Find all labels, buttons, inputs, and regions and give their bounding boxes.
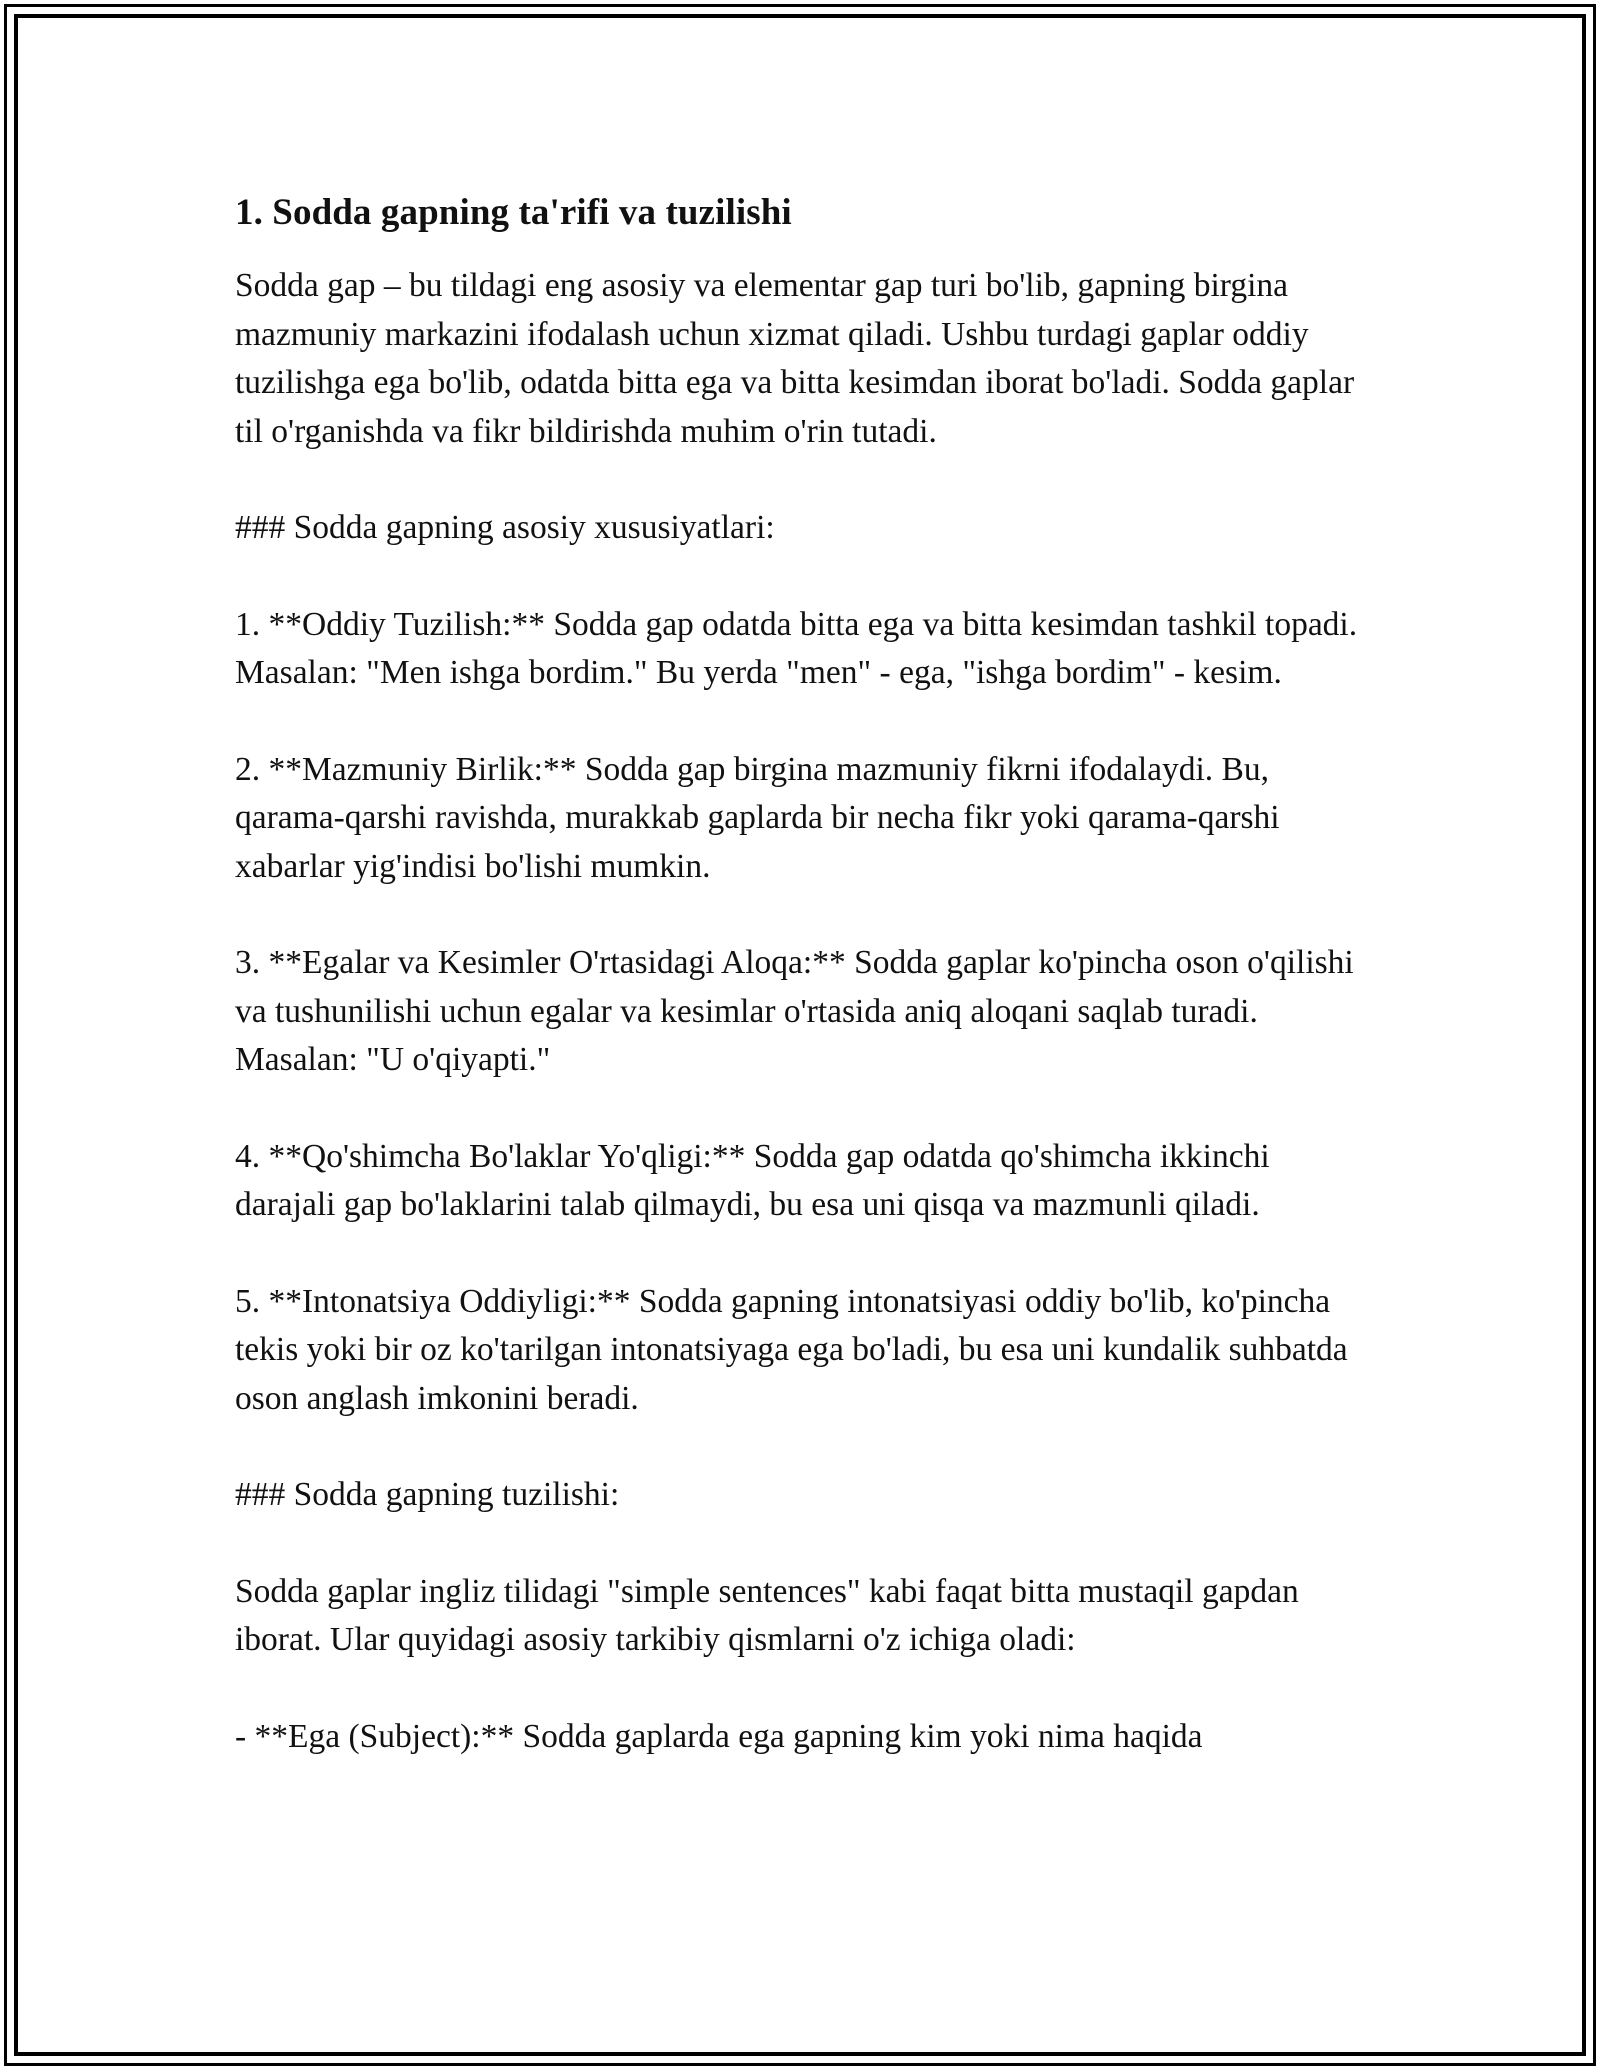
list-item-simple-structure: 1. **Oddiy Tuzilish:** Sodda gap odatda bitta ega va bitta kesimdan tashkil topadi. Masalan: "Men ishga bordim." Bu yerda "men" - ega, "ishga bordim" - kesim. [235,605,1358,691]
section-heading: 1. Sodda gapning ta'rifi va tuzilishi [235,192,792,233]
bullet-subject: - **Ega (Subject):** Sodda gaplarda ega gapning kim yoki nima haqida [235,1717,1203,1755]
list-item-subject-predicate-link: 3. **Egalar va Kesimler O'rtasidagi Aloqa:** Sodda gaplar ko'pincha oson o'qilishi va tushunilishi uchun egalar va kesimlar o'rtasida aniq aloqani saqlab turadi. Masalan: "U o'qiyapti." [235,944,1354,1078]
intro-paragraph: Sodda gap – bu tildagi eng asosiy va elementar gap turi bo'lib, gapning birgina mazmuniy markazini ifodalash uchun xizmat qiladi. Ushbu turdagi gaplar oddiy tuzilishga ega bo'lib, odatda bitta ega va bitta kesimdan iborat bo'ladi. Sodda gaplar til o'rganishda va fikr bildirishda muhim o'rin tutadi. [235,267,1355,450]
document-body [235,188,1375,1761]
list-item-no-extra-parts: 4. **Qo'shimcha Bo'laklar Yo'qligi:** Sodda gap odatda qo'shimcha ikkinchi darajali gap bo'laklarini talab qilmaydi, bu esa uni qisqa va mazmunli qiladi. [235,1137,1270,1223]
structure-paragraph: Sodda gaplar ingliz tilidagi "simple sentences" kabi faqat bitta mustaqil gapdan iborat. Ular quyidagi asosiy tarkibiy qismlarni o'z ichiga oladi: [235,1572,1299,1658]
subheading-properties: ### Sodda gapning asosiy xususiyatlari: [235,509,775,546]
list-item-semantic-unity: 2. **Mazmuniy Birlik:** Sodda gap birgina mazmuniy fikrni ifodalaydi. Bu, qarama-qarshi ravishda, murakkab gaplarda bir necha fikr yoki qarama-qarshi xabarlar yig'indisi bo'lishi mumkin. [235,750,1280,885]
subheading-structure: ### Sodda gapning tuzilishi: [235,1476,620,1513]
list-item-intonation: 5. **Intonatsiya Oddiyligi:** Sodda gapning intonatsiyasi oddiy bo'lib, ko'pincha tekis yoki bir oz ko'tarilgan intonatsiyaga ega bo'ladi, bu esa uni kundalik suhbatda oson anglash imkonini beradi. [235,1282,1348,1417]
